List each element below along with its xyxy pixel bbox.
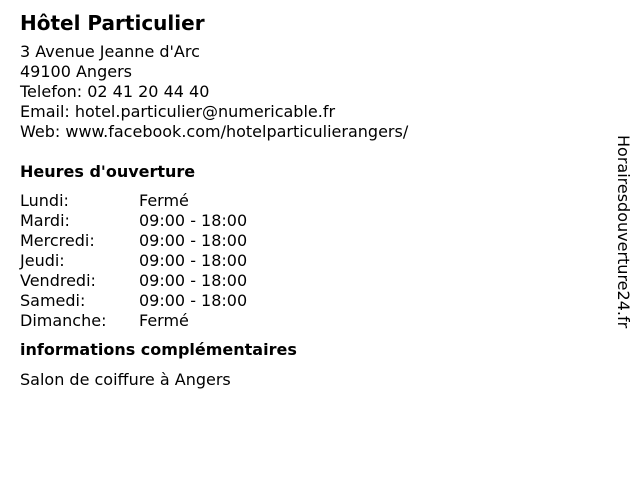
city-postcode: 49100 Angers bbox=[20, 62, 132, 81]
opening-hours-heading: Heures d'ouverture bbox=[20, 162, 196, 181]
business-name: Hôtel Particulier bbox=[20, 11, 205, 35]
hours-row-mardi bbox=[20, 211, 600, 231]
day-hours: Fermé bbox=[139, 191, 189, 210]
hours-row-vendredi bbox=[20, 271, 600, 291]
phone-number: Telefon: 02 41 20 44 40 bbox=[20, 82, 210, 101]
hours-row-lundi bbox=[20, 191, 600, 211]
opening-hours-list bbox=[20, 191, 600, 331]
day-hours: Fermé bbox=[139, 311, 189, 330]
hours-row-samedi bbox=[20, 291, 600, 311]
email-address: Email: hotel.particulier@numericable.fr bbox=[20, 102, 336, 121]
website-url: Web: www.facebook.com/hotelparticulierangers/ bbox=[20, 122, 409, 141]
day-label: Jeudi: bbox=[20, 251, 65, 270]
day-label: Mercredi: bbox=[20, 231, 95, 250]
hours-row-mercredi bbox=[20, 231, 600, 251]
day-label: Samedi: bbox=[20, 291, 86, 310]
day-label: Vendredi: bbox=[20, 271, 96, 290]
day-hours: 09:00 - 18:00 bbox=[139, 271, 248, 290]
additional-info-text: Salon de coiffure à Angers bbox=[20, 370, 231, 389]
hours-row-jeudi bbox=[20, 251, 600, 271]
site-watermark: Horairesdouverture24.fr bbox=[614, 135, 633, 329]
day-hours: 09:00 - 18:00 bbox=[139, 291, 248, 310]
street-address: 3 Avenue Jeanne d'Arc bbox=[20, 42, 200, 61]
day-hours: 09:00 - 18:00 bbox=[139, 231, 248, 250]
business-card bbox=[20, 10, 600, 390]
day-hours: 09:00 - 18:00 bbox=[139, 211, 248, 230]
day-label: Mardi: bbox=[20, 211, 70, 230]
day-label: Dimanche: bbox=[20, 311, 107, 330]
additional-info-heading: informations complémentaires bbox=[20, 340, 297, 359]
hours-row-dimanche bbox=[20, 311, 600, 331]
contact-block bbox=[20, 42, 600, 142]
day-label: Lundi: bbox=[20, 191, 69, 210]
day-hours: 09:00 - 18:00 bbox=[139, 251, 248, 270]
